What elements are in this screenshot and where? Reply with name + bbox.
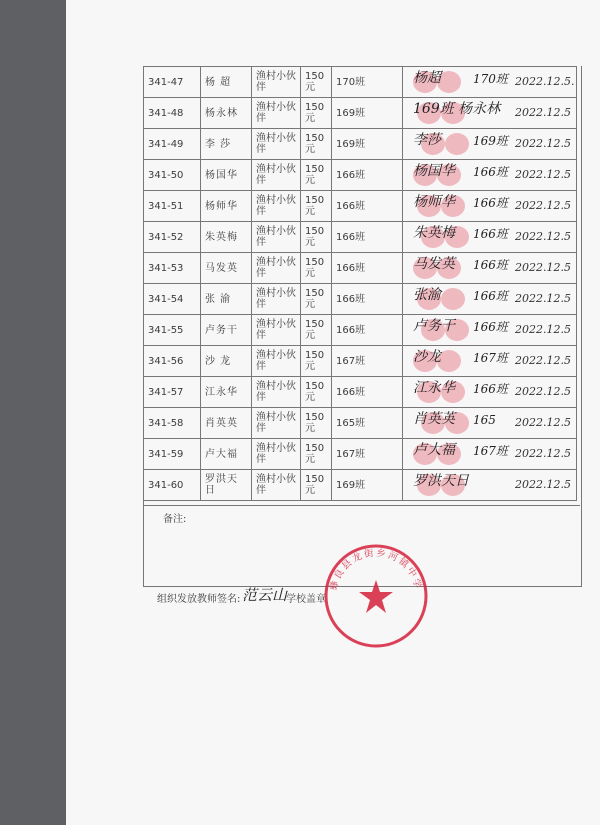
remarks-label: 备注: — [163, 514, 187, 525]
row-id: 341-54 — [144, 284, 201, 315]
school-stamp-seal — [320, 540, 432, 652]
handwritten-class: 166班 — [473, 382, 508, 396]
recipient-name: 卢大福 — [201, 439, 252, 470]
signature-cell — [403, 222, 577, 253]
project-name: 渔村小伙伴 — [252, 67, 301, 98]
handwritten-date: 2022.12.5 — [515, 354, 571, 367]
handwritten-date: 2022.12.5 — [515, 199, 571, 212]
table-row — [144, 315, 577, 346]
signature-cell — [403, 160, 577, 191]
row-id: 341-48 — [144, 98, 201, 129]
row-id: 341-51 — [144, 191, 201, 222]
amount: 150元 — [301, 284, 332, 315]
handwritten-date: 2022.12.5. — [515, 75, 575, 88]
handwritten-name: 沙龙 — [413, 349, 441, 365]
project-name: 渔村小伙伴 — [252, 160, 301, 191]
handwritten-date: 2022.12.5 — [515, 261, 571, 274]
teacher-signature: 范云山 — [242, 586, 288, 604]
table-row — [144, 222, 577, 253]
signature-cell — [403, 470, 577, 501]
signature-cell — [403, 284, 577, 315]
table-row — [144, 346, 577, 377]
class-name: 169班 — [332, 98, 403, 129]
row-id: 341-58 — [144, 408, 201, 439]
signature-cell — [403, 191, 577, 222]
table-row — [144, 253, 577, 284]
teacher-signature-label: 组织发放教师签名: — [157, 594, 241, 605]
recipient-name: 朱英梅 — [201, 222, 252, 253]
handwritten-name: 马发英 — [413, 256, 455, 272]
row-id: 341-49 — [144, 129, 201, 160]
distribution-table — [143, 66, 577, 501]
signature-cell — [403, 98, 577, 129]
scan-edge — [0, 0, 66, 825]
handwritten-name: 卢大福 — [413, 442, 455, 458]
class-name: 167班 — [332, 346, 403, 377]
row-id: 341-50 — [144, 160, 201, 191]
project-name: 渔村小伙伴 — [252, 470, 301, 501]
class-name: 166班 — [332, 315, 403, 346]
signature-cell — [403, 67, 577, 98]
amount: 150元 — [301, 160, 332, 191]
row-id: 341-56 — [144, 346, 201, 377]
handwritten-class: 166班 — [473, 165, 508, 179]
recipient-name: 罗洪天日 — [201, 470, 252, 501]
amount: 150元 — [301, 439, 332, 470]
amount: 150元 — [301, 129, 332, 160]
handwritten-date: 2022.12.5 — [515, 137, 571, 150]
amount: 150元 — [301, 191, 332, 222]
table-row — [144, 191, 577, 222]
handwritten-date: 2022.12.5 — [515, 385, 571, 398]
amount: 150元 — [301, 253, 332, 284]
handwritten-class: 166班 — [473, 196, 508, 210]
handwritten-name: 江永华 — [413, 380, 455, 396]
amount: 150元 — [301, 98, 332, 129]
handwritten-name: 张渝 — [413, 287, 441, 303]
table-row — [144, 160, 577, 191]
row-id: 341-57 — [144, 377, 201, 408]
table-row — [144, 284, 577, 315]
class-name: 166班 — [332, 377, 403, 408]
handwritten-name: 李莎 — [413, 132, 441, 148]
class-name: 166班 — [332, 160, 403, 191]
project-name: 渔村小伙伴 — [252, 439, 301, 470]
signature-cell — [403, 129, 577, 160]
handwritten-date: 2022.12.5 — [515, 292, 571, 305]
row-id: 341-59 — [144, 439, 201, 470]
amount: 150元 — [301, 67, 332, 98]
handwritten-name: 朱英梅 — [413, 225, 455, 241]
row-id: 341-53 — [144, 253, 201, 284]
class-name: 169班 — [332, 129, 403, 160]
handwritten-name: 肖英英 — [413, 411, 455, 427]
signature-cell — [403, 346, 577, 377]
project-name: 渔村小伙伴 — [252, 129, 301, 160]
handwritten-class: 169班 — [473, 134, 508, 148]
class-name: 169班 — [332, 470, 403, 501]
project-name: 渔村小伙伴 — [252, 408, 301, 439]
handwritten-date: 2022.12.5 — [515, 416, 571, 429]
handwritten-class: 167班 — [473, 351, 508, 365]
project-name: 渔村小伙伴 — [252, 191, 301, 222]
class-name: 166班 — [332, 222, 403, 253]
project-name: 渔村小伙伴 — [252, 253, 301, 284]
handwritten-class: 167班 — [473, 444, 508, 458]
class-name: 166班 — [332, 191, 403, 222]
recipient-name: 马发英 — [201, 253, 252, 284]
project-name: 渔村小伙伴 — [252, 377, 301, 408]
row-id: 341-55 — [144, 315, 201, 346]
amount: 150元 — [301, 222, 332, 253]
recipient-name: 杨师华 — [201, 191, 252, 222]
row-id: 341-60 — [144, 470, 201, 501]
handwritten-date: 2022.12.5 — [515, 230, 571, 243]
school-stamp-label: 学校盖章 — [286, 594, 326, 605]
project-name: 渔村小伙伴 — [252, 315, 301, 346]
handwritten-name: 罗洪天日 — [413, 473, 469, 489]
row-id: 341-47 — [144, 67, 201, 98]
table-row — [144, 98, 577, 129]
handwritten-date: 2022.12.5 — [515, 323, 571, 336]
recipient-name: 江永华 — [201, 377, 252, 408]
amount: 150元 — [301, 408, 332, 439]
handwritten-class: 166班 — [473, 227, 508, 241]
handwritten-class: 165 — [473, 413, 496, 427]
handwritten-class: 170班 — [473, 72, 508, 86]
handwritten-name: 卢务干 — [413, 318, 455, 334]
project-name: 渔村小伙伴 — [252, 346, 301, 377]
recipient-name: 杨国华 — [201, 160, 252, 191]
handwritten-class: 166班 — [473, 258, 508, 272]
handwritten-date: 2022.12.5 — [515, 106, 571, 119]
signature-cell — [403, 315, 577, 346]
handwritten-date: 2022.12.5 — [515, 168, 571, 181]
row-id: 341-52 — [144, 222, 201, 253]
amount: 150元 — [301, 346, 332, 377]
amount: 150元 — [301, 470, 332, 501]
signature-cell — [403, 408, 577, 439]
recipient-name: 张 渝 — [201, 284, 252, 315]
handwritten-name: 杨国华 — [413, 163, 455, 179]
class-name: 166班 — [332, 253, 403, 284]
table-row — [144, 377, 577, 408]
table-row — [144, 129, 577, 160]
handwritten-name: 杨超 — [413, 70, 441, 86]
table-row — [144, 439, 577, 470]
table-body — [144, 67, 577, 501]
class-name: 166班 — [332, 284, 403, 315]
handwritten-name: 169班 杨永林 — [413, 101, 501, 117]
table-row — [144, 67, 577, 98]
project-name: 渔村小伙伴 — [252, 98, 301, 129]
recipient-name: 卢务干 — [201, 315, 252, 346]
signature-cell — [403, 377, 577, 408]
recipient-name: 杨 超 — [201, 67, 252, 98]
recipient-name: 沙 龙 — [201, 346, 252, 377]
table-row — [144, 408, 577, 439]
recipient-name: 李 莎 — [201, 129, 252, 160]
class-name: 165班 — [332, 408, 403, 439]
class-name: 167班 — [332, 439, 403, 470]
handwritten-class: 166班 — [473, 320, 508, 334]
svg-text:彝良县龙街乡河镇中学: 彝良县龙街乡河镇中学 — [328, 547, 424, 592]
signature-cell — [403, 253, 577, 284]
handwritten-date: 2022.12.5 — [515, 447, 571, 460]
amount: 150元 — [301, 377, 332, 408]
handwritten-date: 2022.12.5 — [515, 478, 571, 491]
handwritten-class: 166班 — [473, 289, 508, 303]
table-row — [144, 470, 577, 501]
project-name: 渔村小伙伴 — [252, 284, 301, 315]
signature-cell — [403, 439, 577, 470]
handwritten-name: 杨师华 — [413, 194, 455, 210]
recipient-name: 肖英英 — [201, 408, 252, 439]
amount: 150元 — [301, 315, 332, 346]
class-name: 170班 — [332, 67, 403, 98]
project-name: 渔村小伙伴 — [252, 222, 301, 253]
recipient-name: 杨永林 — [201, 98, 252, 129]
